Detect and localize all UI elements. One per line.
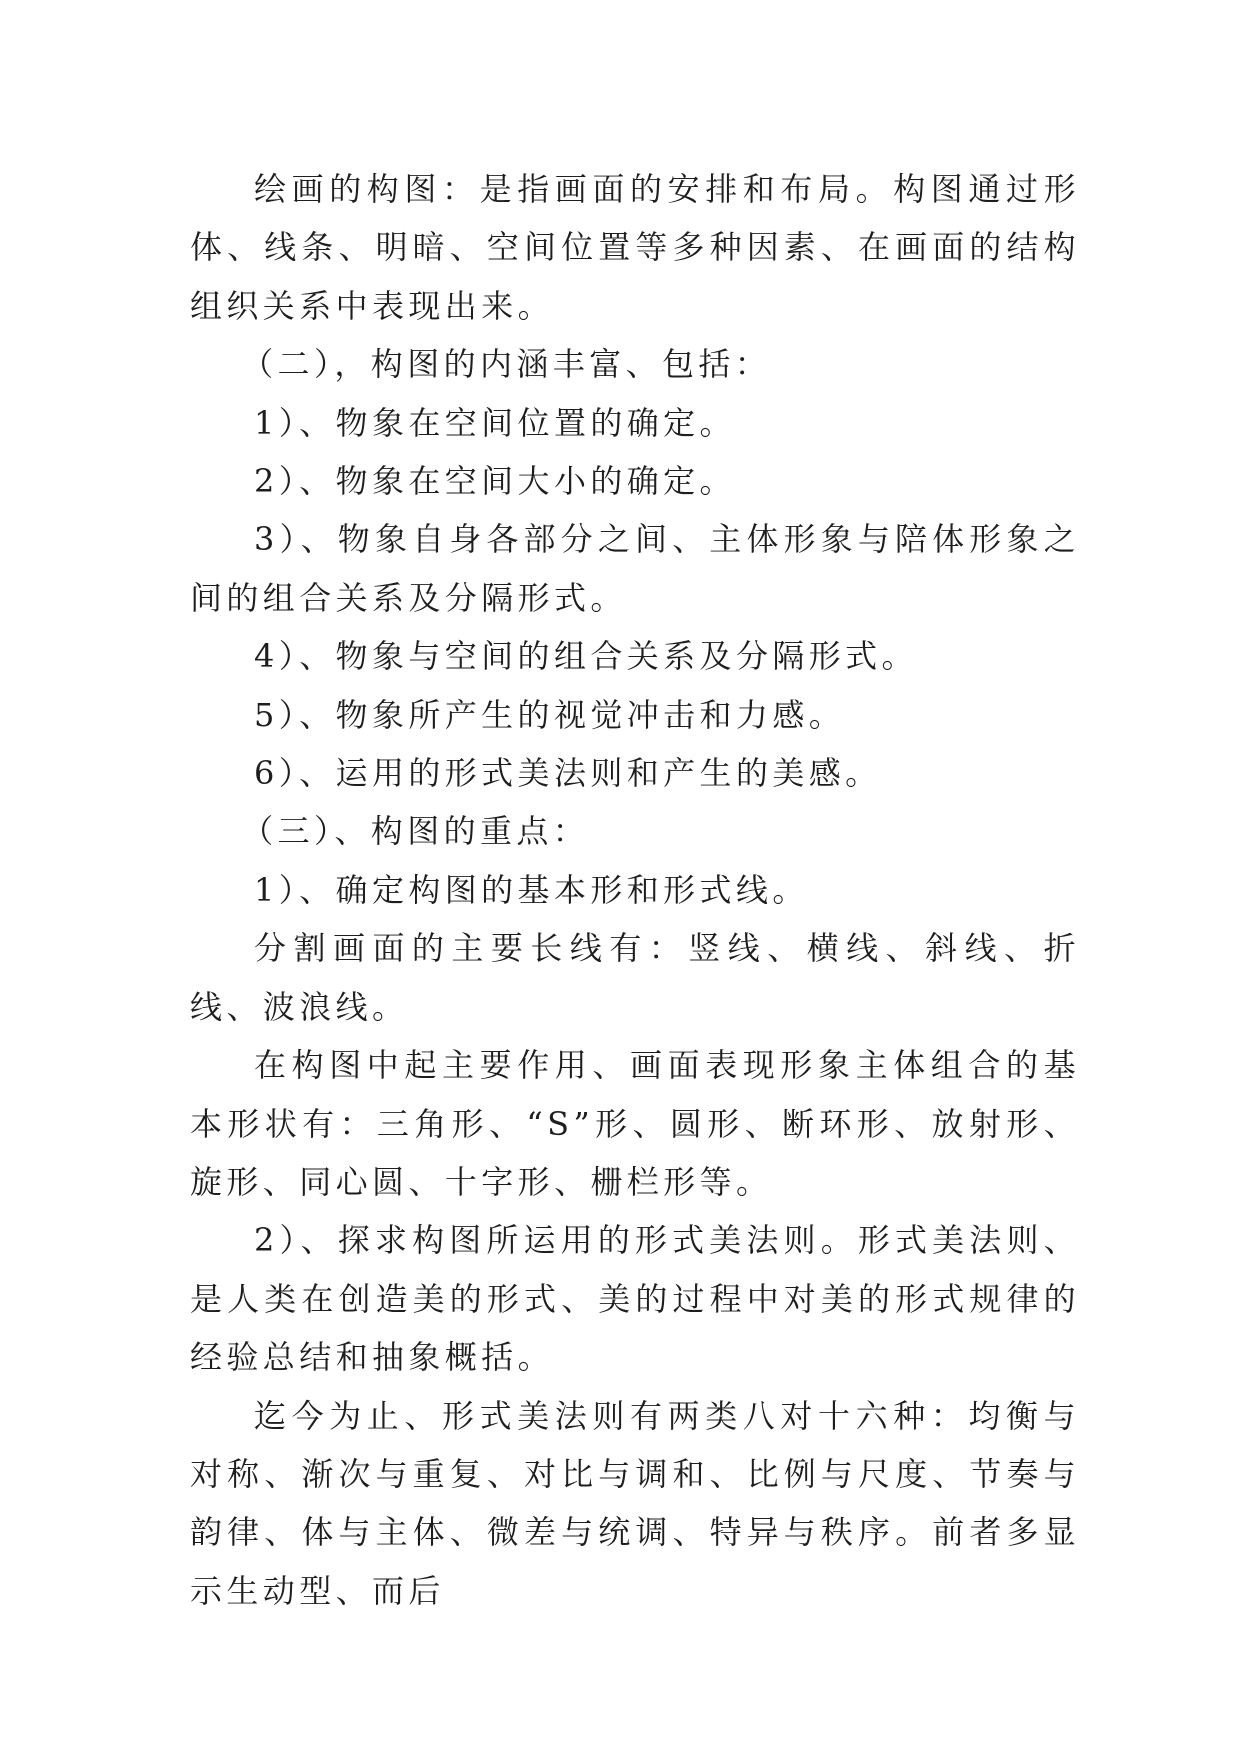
list-item-5: 5）、物象所产生的视觉冲击和力感。	[254, 695, 846, 734]
heading-composition-connotation: （二），构图的内涵丰富、包括：	[241, 345, 772, 384]
list-item-3: 3）、物象自身各部分之间、主体形象与陪体形象之间的组合关系及分隔形式。	[190, 520, 1080, 617]
list-item-2: 2）、物象在空间大小的确定。	[254, 462, 736, 501]
focus-item-1: 1）、确定构图的基本形和形式线。	[254, 870, 809, 909]
heading-composition-focus: （三）、构图的重点：	[241, 812, 590, 851]
list-item-1: 1）、物象在空间位置的确定。	[254, 403, 736, 442]
paragraph-dividing-lines: 分割画面的主要长线有：竖线、横线、斜线、折线、波浪线。	[190, 929, 1080, 1026]
paragraph-composition-definition: 绘画的构图：是指画面的安排和布局。构图通过形体、线条、明暗、空间位置等多种因素、在画面的结构组织关系中表现出来。	[190, 170, 1080, 325]
paragraph-basic-shapes: 在构图中起主要作用、画面表现形象主体组合的基本形状有：三角形、“S”形、圆形、断环形、放射形、旋形、同心圆、十字形、栅栏形等。	[190, 1046, 1080, 1201]
document-body	[190, 160, 1080, 1620]
list-item-6: 6）、运用的形式美法则和产生的美感。	[254, 754, 882, 793]
paragraph-formal-beauty-rules: 迄今为止、形式美法则有两类八对十六种：均衡与对称、渐次与重复、对比与调和、比例与尺度、节奏与韵律、体与主体、微差与统调、特异与秩序。前者多显示生动型、而后	[190, 1396, 1080, 1610]
focus-item-2: 2）、探求构图所运用的形式美法则。形式美法则、是人类在创造美的形式、美的过程中对美的形式规律的经验总结和抽象概括。	[190, 1221, 1080, 1377]
list-item-4: 4）、物象与空间的组合关系及分隔形式。	[254, 637, 918, 676]
